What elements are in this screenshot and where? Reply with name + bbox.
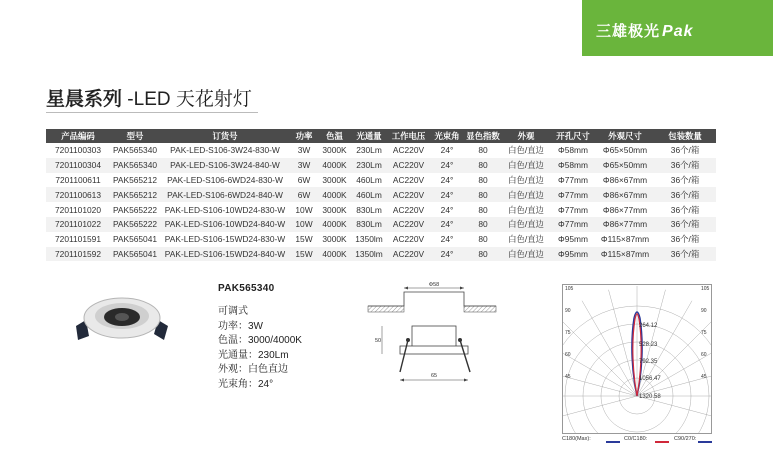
table-cell: 7201101591 [55,234,101,245]
feature-item: 外观：白色直边 [218,364,288,376]
table-cell: Φ65×50mm [602,145,648,156]
brand-name-en: Pak [662,23,694,40]
table-row [46,232,716,247]
table-row [46,173,716,188]
product-photo [66,284,176,344]
polar-legend [562,435,714,447]
title-underline [46,112,258,113]
product-features [218,305,302,393]
polar-light-distribution [562,284,712,434]
polar-angle-label: 60 [565,352,571,358]
table-cell: 白色/直边 [508,145,544,156]
table-cell: 460Lm [356,174,382,185]
table-cell: PAK565222 [110,217,160,232]
brand-name-cn: 三雄极光 [596,23,661,40]
column-header: 显色指数 [464,129,502,143]
legend-swatch-max [606,441,620,443]
table-cell: Φ77mm [558,174,588,185]
table-cell: 230Lm [351,158,387,173]
series-name: 星晨系列 [46,89,123,110]
table-row [46,202,716,217]
table-cell: 15W [295,234,313,245]
table-cell: 白色/直边 [502,217,550,232]
legend-max: C180(Max): [562,436,591,442]
table-cell: 80 [464,217,502,232]
table-header-row [46,129,716,143]
table-cell: Φ77mm [550,187,596,202]
table-cell: 80 [464,158,502,173]
polar-angle-label: 75 [701,330,707,336]
table-cell: 10W [295,204,313,215]
table-cell: 白色/直边 [502,158,550,173]
table-cell: 36个/箱 [670,174,700,185]
table-cell: Φ65×50mm [596,158,654,173]
table-cell: 15W [290,247,318,262]
table-cell: 4000K [318,158,351,173]
table-cell: 3000K [322,174,347,185]
table-cell: Φ115×87mm [600,234,650,245]
table-row [46,217,716,232]
column-header: 光束角 [430,129,464,143]
table-row [46,143,716,158]
outer-label: 65 [430,373,438,379]
table-cell: 36个/箱 [654,247,716,262]
table-cell: 36个/箱 [654,187,716,202]
table-cell: 4000K [318,187,351,202]
table-cell: Φ58mm [558,145,588,156]
column-header: 包装数量 [654,129,716,143]
feature-item: 可调式 [218,306,248,317]
column-header: 功率 [290,129,318,143]
table-cell: 7201100613 [46,187,110,202]
table-cell: PAK-LED-S106-10WD24-830-W [164,204,286,215]
table-cell: 80 [478,234,488,245]
table-cell: 1350lm [351,247,387,262]
table-cell: 830Lm [356,204,382,215]
table-cell: 80 [464,247,502,262]
column-header: 光通量 [351,129,387,143]
table-cell: 7201101020 [55,204,101,215]
column-header: 产品编码 [46,129,110,143]
table-cell: 4000K [318,247,351,262]
table-cell: 80 [464,187,502,202]
table-row [46,247,716,262]
page-title [46,84,252,111]
polar-angle-label: 60 [701,352,707,358]
table-cell: PAK-LED-S106-15WD24-830-W [164,234,286,245]
feature-item: 光通量：230Lm [218,349,289,361]
polar-angle-label: 45 [701,374,707,380]
column-header: 色温 [318,129,351,143]
table-cell: 7201101022 [46,217,110,232]
table-cell: 1350lm [355,234,383,245]
table-cell: 36个/箱 [670,145,700,156]
table-cell: 白色/直边 [508,204,544,215]
table-cell: PAK565222 [112,204,158,215]
table-cell: 3W [290,158,318,173]
feature-item: 色温：3000/4000K [218,335,302,347]
table-cell: PAK565041 [110,247,160,262]
table-cell: 白色/直边 [508,174,544,185]
brand-logo [582,0,773,56]
series-subtitle: -LED 天花射灯 [122,89,252,110]
table-cell: 白色/直边 [502,187,550,202]
table-cell: 24° [430,247,464,262]
table-cell: 7201100304 [46,158,110,173]
table-cell: PAK-LED-S106-6WD24-830-W [167,174,283,185]
table-cell: 7201100303 [55,145,101,156]
table-cell: AC220V [387,217,430,232]
polar-radial-label: 264.12 [639,323,658,329]
table-cell: 460Lm [351,187,387,202]
table-cell: AC220V [387,158,430,173]
table-cell: 4000K [318,217,351,232]
table-cell: Φ86×67mm [602,174,648,185]
height-label: 50 [375,338,382,344]
table-cell: Φ95mm [558,234,588,245]
table-cell: PAK565041 [112,234,158,245]
table-row [46,187,716,202]
table-cell: 7201100611 [55,174,101,185]
column-header: 订货号 [160,129,290,143]
table-cell: 6W [290,187,318,202]
table-cell: 10W [290,217,318,232]
table-cell: Φ95mm [550,247,596,262]
table-cell: Φ115×87mm [596,247,654,262]
polar-angle-label: 75 [565,330,571,336]
table-cell: 24° [440,204,454,215]
cutout-label: Φ58 [428,282,440,288]
feature-item: 光束角：24° [218,378,274,390]
table-cell: 3000K [322,234,347,245]
polar-radial-label: 1320.58 [639,394,661,400]
table-cell: 36个/箱 [654,217,716,232]
polar-angle-label: 90 [701,308,707,314]
legend-swatch-c0 [655,441,669,443]
column-header: 开孔尺寸 [550,129,596,143]
table-cell: Φ86×77mm [596,217,654,232]
table-cell: 24° [430,158,464,173]
table-cell: 36个/箱 [670,234,700,245]
table-cell: PAK565212 [112,174,158,185]
table-cell: PAK-LED-S106-3W24-840-W [160,158,290,173]
table-cell: AC220V [392,204,425,215]
table-cell: Φ58mm [550,158,596,173]
table-cell: 7201101592 [46,247,110,262]
dimension-drawing [360,280,500,392]
table-cell: 36个/箱 [670,204,700,215]
table-cell: 230Lm [356,145,382,156]
table-cell: 24° [430,217,464,232]
polar-angle-label: 90 [565,308,571,314]
table-cell: 白色/直边 [508,234,544,245]
column-header: 外观尺寸 [596,129,654,143]
column-header: 型号 [110,129,160,143]
table-cell: 80 [478,204,488,215]
polar-angle-label: 105 [565,286,574,292]
table-cell: PAK-LED-S106-10WD24-840-W [160,217,290,232]
table-cell: AC220V [392,234,425,245]
feature-item: 功率：3W [218,320,263,332]
table-cell: 白色/直边 [502,247,550,262]
table-body [46,143,716,261]
table-cell: 830Lm [351,217,387,232]
table-cell: PAK565340 [112,145,158,156]
table-cell: 6W [297,174,311,185]
polar-radial-label: 528.23 [639,342,658,348]
table-cell: 24° [440,174,454,185]
table-cell: Φ77mm [558,204,588,215]
table-cell: Φ86×67mm [596,187,654,202]
table-cell: 24° [430,187,464,202]
table-cell: 3000K [322,204,347,215]
polar-radial-label: 792.35 [639,359,658,365]
table-cell: PAK565340 [110,158,160,173]
table-cell: 3W [297,145,311,156]
table-cell: Φ77mm [550,217,596,232]
polar-angle-label: 45 [565,374,571,380]
table-cell: AC220V [387,187,430,202]
table-cell: 36个/箱 [654,158,716,173]
product-model: PAK565340 [218,283,275,294]
legend-c0-c180: C0/C180: [624,436,648,442]
table-cell: PAK-LED-S106-6WD24-840-W [160,187,290,202]
table-cell: 24° [440,145,454,156]
table-cell: 3000K [322,145,347,156]
table-row [46,158,716,173]
table-cell: 80 [478,174,488,185]
table-cell: AC220V [392,145,425,156]
legend-swatch-c90 [698,441,712,443]
column-header: 工作电压 [387,129,430,143]
spec-table [46,129,716,261]
table-cell: Φ86×77mm [602,204,648,215]
legend-c90-270: C90/270: [674,436,697,442]
table-cell: AC220V [387,247,430,262]
polar-angle-label: 105 [701,286,710,292]
polar-radial-label: 1056.47 [639,376,661,382]
table-cell: PAK-LED-S106-3W24-830-W [170,145,280,156]
table-cell: 24° [440,234,454,245]
lens [115,313,129,321]
table-cell: PAK565212 [110,187,160,202]
table-cell: AC220V [392,174,425,185]
table-cell: PAK-LED-S106-15WD24-840-W [160,247,290,262]
column-header: 外观 [502,129,550,143]
table-cell: 80 [478,145,488,156]
